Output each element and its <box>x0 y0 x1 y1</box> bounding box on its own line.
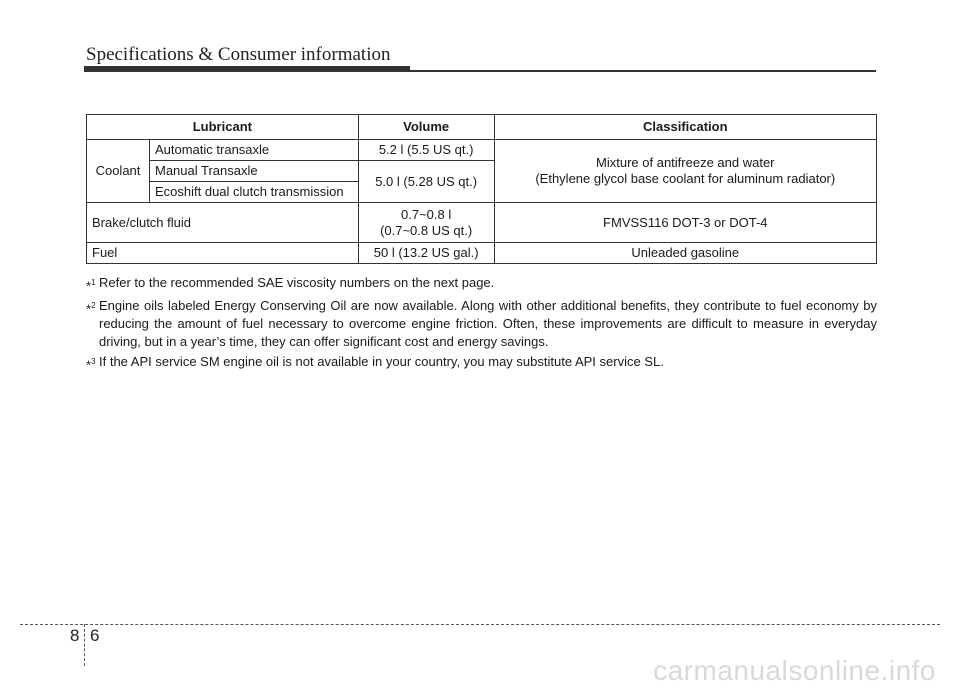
manual-transaxle-cell: Manual Transaxle <box>149 161 358 182</box>
table-row <box>87 140 877 161</box>
table-header-row <box>87 115 877 140</box>
fuel-volume: 50 l (13.2 US gal.) <box>358 243 494 264</box>
footnote-marker: *$^2$ <box>86 301 96 317</box>
footnote-3 <box>86 353 877 374</box>
fuel-label: Fuel <box>87 243 359 264</box>
header-rule-thick <box>84 66 410 72</box>
footnote-text: Refer to the recommended SAE viscosity numbers on the next page. <box>99 275 495 290</box>
page-number-left: 8 <box>70 626 80 645</box>
fuel-classification: Unleaded gasoline <box>494 243 876 264</box>
header-volume: Volume <box>358 115 494 140</box>
table-row <box>87 243 877 264</box>
footnote-1 <box>86 274 877 295</box>
coolant-label: Coolant <box>87 140 150 203</box>
footnote-text: If the API service SM engine oil is not available in your country, you may substitute API service SL. <box>99 354 664 370</box>
footer-divider <box>84 624 85 666</box>
brake-volume-line1: 0.7~0.8 l <box>401 206 452 222</box>
brake-volume-line2: (0.7~0.8 US qt.) <box>380 222 473 238</box>
watermark: carmanualsonline.info <box>653 655 936 686</box>
footnote-2 <box>86 297 877 351</box>
footnotes <box>86 274 877 377</box>
brake-fluid-classification: FMVSS116 DOT-3 or DOT-4 <box>494 203 876 243</box>
coolant-classification-line1: Mixture of antifreeze and water <box>596 155 775 170</box>
automatic-transaxle-volume: 5.2 l (5.5 US qt.) <box>358 140 494 161</box>
footnote-marker: *$^1$ <box>86 278 96 294</box>
ecoshift-cell: Ecoshift dual clutch transmission <box>149 182 358 203</box>
coolant-classification <box>494 140 876 203</box>
brake-fluid-volume <box>358 203 494 243</box>
header-classification: Classification <box>494 115 876 140</box>
page-title: Specifications & Consumer information <box>86 44 391 65</box>
automatic-transaxle-cell: Automatic transaxle <box>149 140 358 161</box>
header-lubricant: Lubricant <box>87 115 359 140</box>
footnote-text: Engine oils labeled Energy Conserving Oil are now available. Along with other additional benefits, they contribute to fuel economy by reducing the amount of fuel necessary to overcome engine friction. Often, these improvements are difficult to measure in everyday driving, but in a year’s time, they can offer significant cost and energy savings. <box>99 298 877 350</box>
header-rule-thin <box>410 70 876 72</box>
brake-fluid-label: Brake/clutch fluid <box>87 203 359 243</box>
page-number-right: 6 <box>90 626 100 645</box>
coolant-classification-line2: (Ethylene glycol base coolant for aluminum radiator) <box>535 171 836 186</box>
footnote-marker: *$^3$ <box>86 357 96 373</box>
manual-transaxle-volume: 5.0 l (5.28 US qt.) <box>358 161 494 203</box>
lubricant-table <box>86 114 877 264</box>
table-row <box>87 203 877 243</box>
footer-rule <box>20 624 940 625</box>
